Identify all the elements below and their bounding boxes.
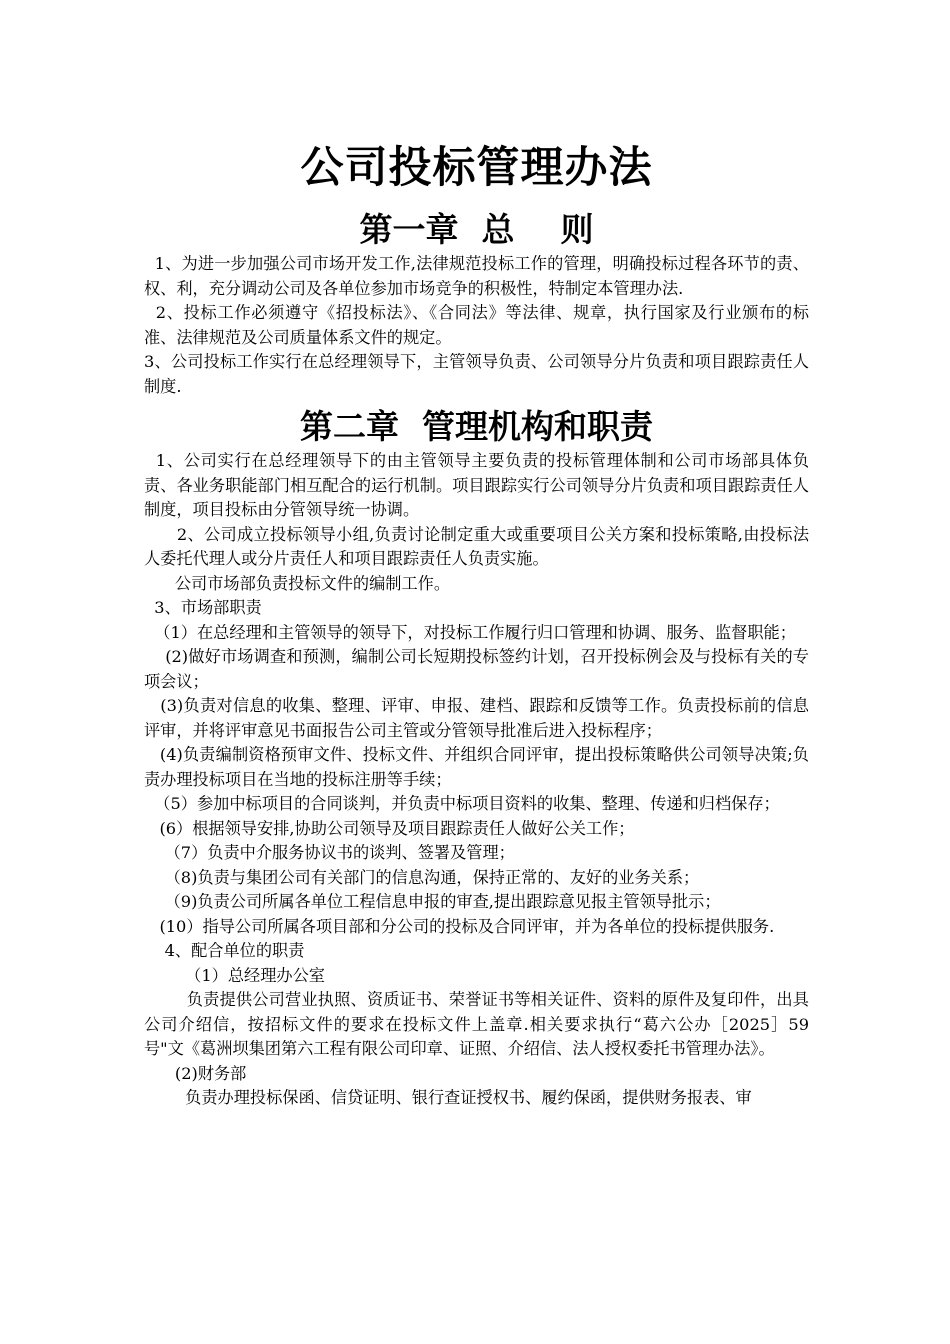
paragraph: （9)负责公司所属各单位工程信息申报的审查,提出跟踪意见报主管领导批示；	[144, 892, 721, 911]
paragraph: 4、配合单位的职责	[144, 941, 305, 960]
paragraph: (2)做好市场调查和预测，编制公司长短期投标签约计划，召开投标例会及与投标有关的专项会议；	[144, 647, 809, 691]
chapter-1-heading: 第一章 总 则	[359, 210, 594, 249]
chapter-1-body	[144, 252, 809, 399]
paragraph: (2)财务部	[144, 1063, 247, 1083]
paragraph: (10）指导公司所属各项目部和分公司的投标及合同评审，并为各单位的投标提供服务.	[144, 916, 775, 936]
paragraph: 3、公司投标工作实行在总经理领导下，主管领导负责、公司领导分片负责和项目跟踪责任人制度.	[144, 352, 809, 396]
paragraph: 公司市场部负责投标文件的编制工作。	[144, 573, 451, 593]
paragraph: 2、投标工作必须遵守《招投标法》、《合同法》等法律、规章，执行国家及行业颁布的标准、法律规范及公司质量体系文件的规定。	[144, 303, 809, 347]
paragraph: (3)负责对信息的收集、整理、评审、申报、建档、跟踪和反馈等工作。负责投标前的信息评审，并将评审意见书面报告公司主管或分管领导批准后进入投标程序；	[144, 696, 809, 740]
paragraph: 2、公司成立投标领导小组,负责讨论制定重大或重要项目公关方案和投标策略,由投标法人委托代理人或分片责任人和项目跟踪责任人负责实施。	[144, 524, 810, 568]
paragraph: （8)负责与集团公司有关部门的信息沟通，保持正常的、友好的业务关系；	[144, 867, 700, 887]
chapter-2-body	[144, 449, 809, 1111]
paragraph: (4)负责编制资格预审文件、投标文件、并组织合同评审，提出投标策略供公司领导决策;负责办理投标项目在当地的投标注册等手续；	[144, 745, 809, 789]
paragraph: (6）根据领导安排,协助公司领导及项目跟踪责任人做好公关工作；	[144, 818, 635, 838]
document-page	[144, 140, 809, 1111]
document-title: 公司投标管理办法	[300, 143, 653, 193]
paragraph: （1）在总经理和主管领导的领导下，对投标工作履行归口管理和协调、服务、监督职能；	[144, 622, 796, 642]
chapter-2-heading: 第二章 管理机构和职责	[300, 407, 653, 446]
paragraph: 1、公司实行在总经理领导下的由主管领导主要负责的投标管理体制和公司市场部具体负责、各业务职能部门相互配合的运行机制。项目跟踪实行公司领导分片负责和项目跟踪责任人制度，项目投标由分管领导统一协调。	[144, 451, 810, 519]
paragraph: 负责提供公司营业执照、资质证书、荣誉证书等相关证件、资料的原件及复印件，出具公司介绍信，按招标文件的要求在投标文件上盖章.相关要求执行“葛六公办［2025］59号"文《葛洲坝集团第六工程有限公司印章、证照、介绍信、法人授权委托书管理办法》。	[144, 990, 809, 1058]
paragraph: 负责办理投标保函、信贷证明、银行查证授权书、履约保函，提供财务报表、审	[144, 1088, 752, 1107]
paragraph: 1、为进一步加强公司市场开发工作,法律规范投标工作的管理，明确投标过程各环节的责、权、利，充分调动公司及各单位参加市场竞争的积极性，特制定本管理办法.	[144, 254, 809, 298]
paragraph: （7）负责中介服务协议书的谈判、签署及管理；	[144, 843, 515, 862]
paragraph: （1）总经理办公室	[144, 965, 325, 985]
paragraph: （5）参加中标项目的合同谈判，并负责中标项目资料的收集、整理、传递和归档保存；	[144, 794, 780, 813]
paragraph: 3、市场部职责	[144, 598, 262, 617]
